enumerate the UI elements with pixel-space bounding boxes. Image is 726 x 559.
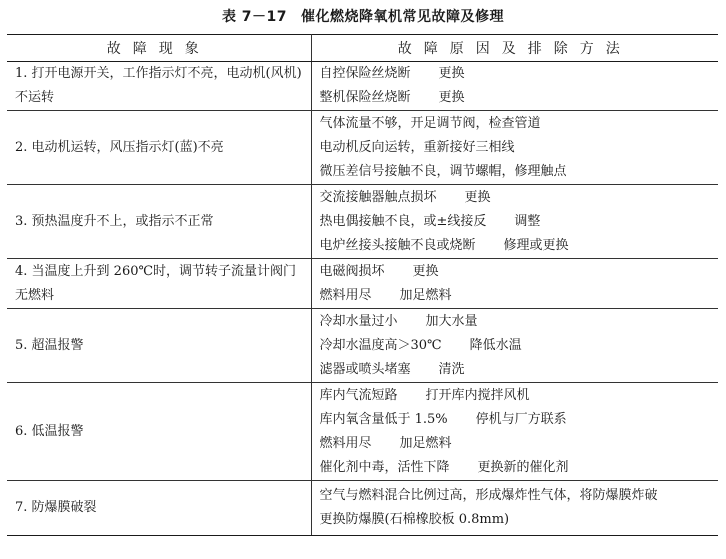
remedy-line xyxy=(320,284,719,308)
fault-cause: 热电偶接触不良，或±线接反 xyxy=(319,213,487,229)
fault-fix: 调整 xyxy=(514,213,541,229)
remedy-line xyxy=(320,310,719,334)
fault-symptom: 3. 预热温度升不上，或指示不正常 xyxy=(7,185,311,259)
fault-cause: 电动机反向运转，重新接好三相线 xyxy=(319,139,515,155)
fault-fix: 停机与厂方联系 xyxy=(475,411,567,427)
fault-cause: 滤器或喷头堵塞 xyxy=(319,361,411,377)
table-row xyxy=(7,259,718,309)
remedy-line xyxy=(320,384,719,408)
fault-fix: 更换 xyxy=(438,66,465,81)
table-row xyxy=(7,309,718,383)
remedy-line xyxy=(320,408,719,432)
remedy-line xyxy=(320,432,719,456)
remedy-line xyxy=(320,508,719,532)
table-title: 催化燃烧降氧机常见故障及修理 xyxy=(301,9,505,25)
fault-cause: 催化剂中毒，活性下降 xyxy=(319,459,450,475)
fault-symptom: 1. 打开电源开关，工作指示灯不亮，电动机(风机)不运转 xyxy=(7,62,311,111)
fault-fix: 降低水温 xyxy=(469,337,522,353)
remedy-line xyxy=(320,334,719,358)
fault-symptom: 6. 低温报警 xyxy=(7,383,311,481)
fault-remedy-cell xyxy=(311,259,718,309)
remedy-line xyxy=(320,186,719,210)
fault-cause: 电炉丝接头接触不良或烧断 xyxy=(319,237,476,253)
fault-fix: 更换新的催化剂 xyxy=(477,459,569,475)
fault-fix: 加足燃料 xyxy=(399,435,452,451)
remedy-line xyxy=(320,358,719,382)
fault-symptom: 7. 防爆膜破裂 xyxy=(7,481,311,536)
fault-fix: 更换 xyxy=(438,90,465,105)
remedy-line xyxy=(320,112,719,136)
fault-cause: 空气与燃料混合比例过高，形成爆炸性气体，将防爆膜炸破 xyxy=(319,488,658,503)
remedy-line xyxy=(320,210,719,234)
fault-cause: 燃料用尽 xyxy=(319,287,372,303)
fault-fix: 加足燃料 xyxy=(399,287,452,303)
table-row xyxy=(7,62,718,111)
fault-remedy-cell xyxy=(311,309,718,383)
fault-fix: 清洗 xyxy=(438,361,465,377)
table-body xyxy=(7,62,718,536)
table-number: 表 7－17 xyxy=(221,9,288,25)
fault-remedy-cell xyxy=(311,383,718,481)
remedy-line xyxy=(320,136,719,160)
table-row xyxy=(7,185,718,259)
fault-cause: 整机保险丝烧断 xyxy=(319,90,411,105)
fault-cause: 更换防爆膜(石棉橡胶板 0.8mm) xyxy=(319,512,510,527)
table-caption xyxy=(0,6,726,26)
fault-fix: 打开库内搅拌风机 xyxy=(425,387,530,403)
fault-cause: 冷却水量过小 xyxy=(319,313,398,329)
remedy-line xyxy=(320,260,719,284)
fault-fix: 更换 xyxy=(464,189,491,205)
table-row xyxy=(7,481,718,536)
fault-cause: 库内气流短路 xyxy=(319,387,398,403)
fault-cause: 冷却水温度高＞30℃ xyxy=(319,337,442,353)
fault-symptom: 2. 电动机运转，风压指示灯(蓝)不亮 xyxy=(7,111,311,185)
remedy-line xyxy=(320,86,719,110)
fault-remedy-cell xyxy=(311,62,718,111)
remedy-line xyxy=(320,62,719,86)
table-row xyxy=(7,111,718,185)
fault-remedy-cell xyxy=(311,185,718,259)
remedy-line xyxy=(320,160,719,184)
header-remedy: 故障原因及排除方法 xyxy=(311,35,718,62)
fault-remedy-cell xyxy=(311,481,718,536)
fault-symptom: 5. 超温报警 xyxy=(7,309,311,383)
fault-fix: 修理或更换 xyxy=(503,237,569,253)
fault-cause: 微压差信号接触不良，调节螺帽，修理触点 xyxy=(319,163,567,179)
fault-cause: 气体流量不够，开足调节阀，检查管道 xyxy=(319,115,541,131)
header-symptom: 故障现象 xyxy=(7,35,311,62)
remedy-line xyxy=(320,484,719,508)
table-header-row xyxy=(7,35,718,62)
fault-symptom: 4. 当温度上升到 260℃时，调节转子流量计阀门无燃料 xyxy=(7,259,311,309)
fault-remedy-cell xyxy=(311,111,718,185)
fault-fix: 加大水量 xyxy=(425,313,478,329)
remedy-line xyxy=(320,456,719,480)
fault-cause: 交流接触器触点损坏 xyxy=(319,189,437,205)
fault-table xyxy=(7,34,718,536)
fault-cause: 库内氧含量低于 1.5% xyxy=(319,411,448,427)
remedy-line xyxy=(320,234,719,258)
fault-fix: 更换 xyxy=(412,263,439,279)
table-row xyxy=(7,383,718,481)
fault-cause: 燃料用尽 xyxy=(319,435,372,451)
fault-cause: 电磁阀损坏 xyxy=(319,263,385,279)
fault-cause: 自控保险丝烧断 xyxy=(319,66,411,81)
